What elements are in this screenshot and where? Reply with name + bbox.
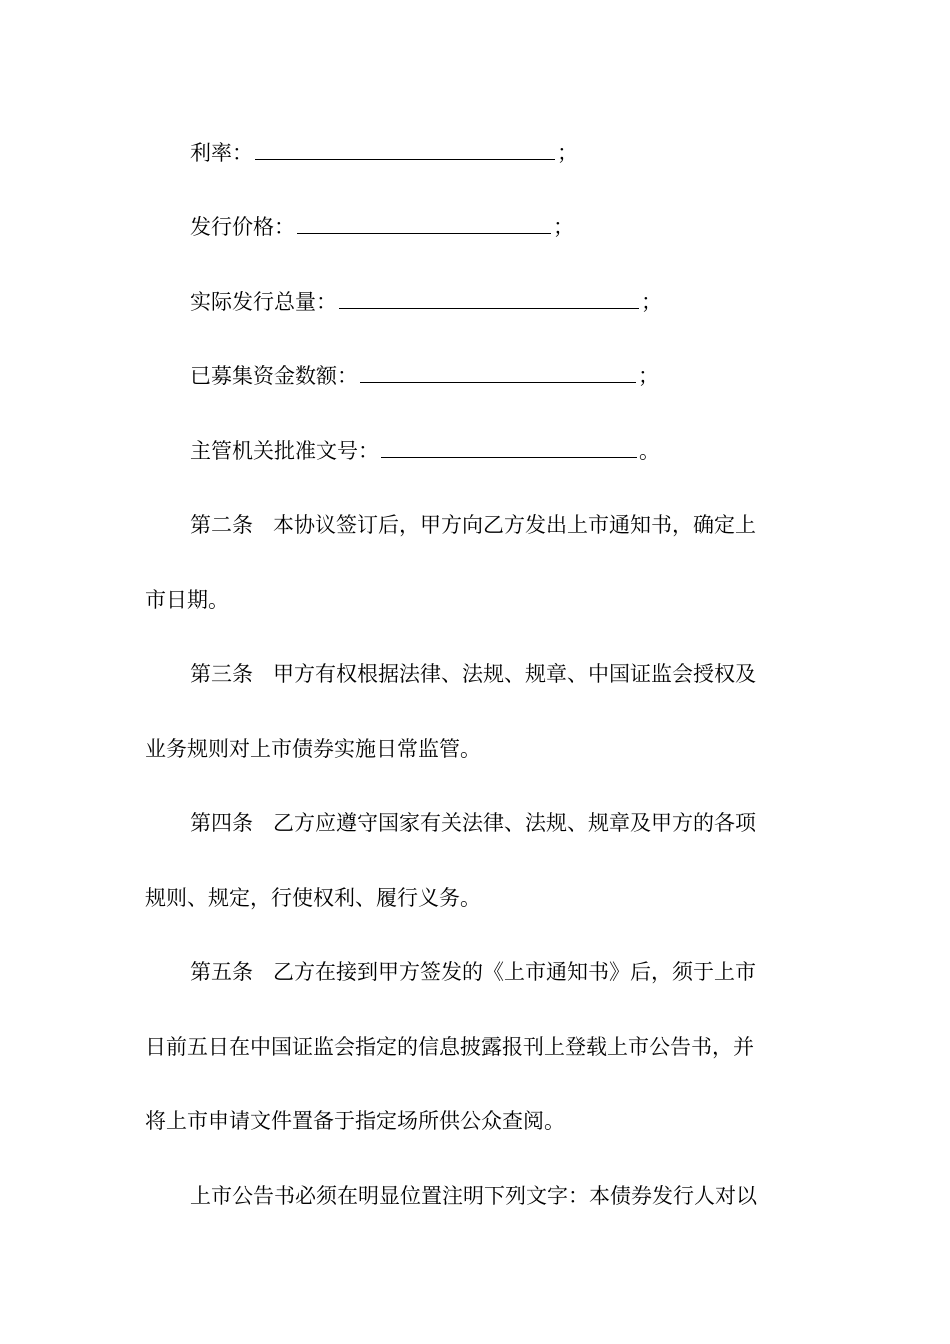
article-number: 第二条	[190, 513, 253, 537]
field-label: 主管机关批准文号：	[190, 439, 379, 463]
article-number: 第四条	[190, 811, 253, 835]
fill-in-blank	[360, 364, 636, 383]
field-interest-rate	[190, 138, 850, 168]
article-number: 第五条	[190, 960, 253, 984]
field-punctuation: ；	[638, 364, 659, 388]
article-text: 乙方应遵守国家有关法律、法规、规章及甲方的各项	[273, 811, 756, 835]
field-punctuation: ；	[641, 290, 662, 314]
article-5-line-1	[190, 957, 850, 987]
article-5-line-2: 日前五日在中国证监会指定的信息披露报刊上登载上市公告书，并	[145, 1035, 754, 1059]
article-3-line-1	[190, 659, 850, 689]
article-5-line-3: 将上市申请文件置备于指定场所供公众查阅。	[145, 1109, 565, 1133]
field-punctuation: ；	[557, 141, 578, 165]
article-text: 甲方有权根据法律、法规、规章、中国证监会授权及	[273, 662, 756, 686]
field-actual-issue-total	[190, 287, 850, 317]
field-label: 发行价格：	[190, 215, 295, 239]
article-number: 第三条	[190, 662, 253, 686]
fill-in-blank	[381, 439, 637, 458]
field-raised-funds	[190, 361, 850, 391]
article-4-line-2: 规则、规定，行使权利、履行义务。	[145, 886, 481, 910]
article-text: 乙方在接到甲方签发的《上市通知书》后，须于上市	[273, 960, 756, 984]
article-3-line-2: 业务规则对上市债券实施日常监管。	[145, 737, 481, 761]
field-punctuation: 。	[639, 439, 660, 463]
field-label: 实际发行总量：	[190, 290, 337, 314]
fill-in-blank	[339, 290, 639, 309]
notice-line-1: 上市公告书必须在明显位置注明下列文字：本债券发行人对以	[190, 1184, 757, 1208]
field-label: 已募集资金数额：	[190, 364, 358, 388]
article-4-line-1	[190, 808, 850, 838]
field-punctuation: ；	[553, 215, 574, 239]
field-approval-number	[190, 436, 850, 466]
fill-in-blank	[297, 215, 551, 234]
field-label: 利率：	[190, 141, 253, 165]
article-text: 本协议签订后，甲方向乙方发出上市通知书，确定上	[273, 513, 756, 537]
fill-in-blank	[255, 141, 555, 160]
field-issue-price	[190, 212, 850, 242]
article-2-line-2: 市日期。	[145, 588, 229, 612]
article-2-line-1	[190, 510, 850, 540]
